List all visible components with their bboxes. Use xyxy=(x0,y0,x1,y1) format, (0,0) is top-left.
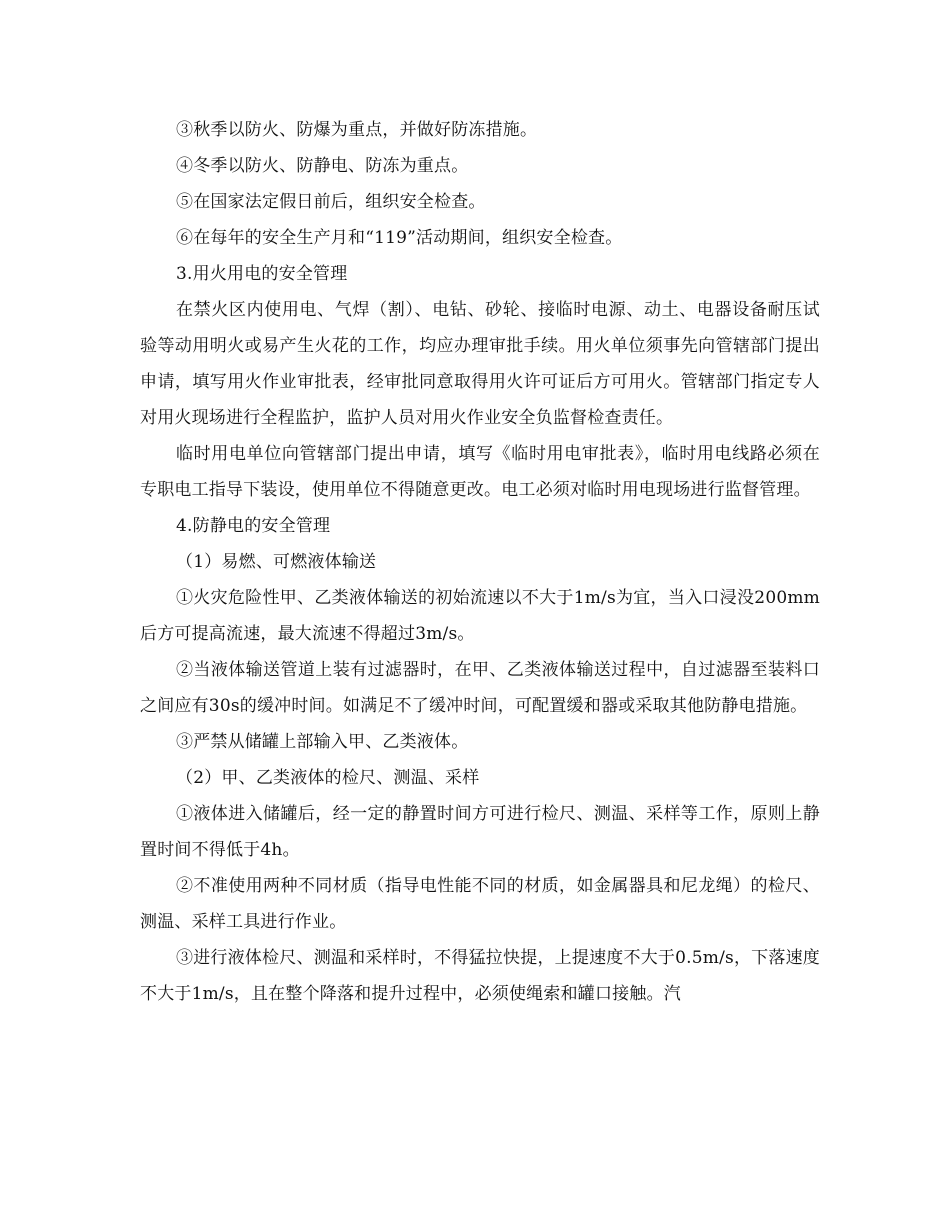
document-body xyxy=(140,112,820,1012)
paragraph-winter-inspection: ④冬季以防火、防静电、防冻为重点。 xyxy=(176,156,469,176)
paragraph-no-top-filling: ③严禁从储罐上部输入甲、乙类液体。 xyxy=(176,732,469,752)
section-heading-anti-static: 4.防静电的安全管理 xyxy=(176,516,331,536)
paragraph-autumn-inspection: ③秋季以防火、防爆为重点，并做好防冻措施。 xyxy=(176,120,538,140)
section-heading-fire-electricity: 3.用火用电的安全管理 xyxy=(176,264,348,284)
paragraph-safety-month-inspection: ⑥在每年的安全生产月和“119”活动期间，组织安全检查。 xyxy=(176,228,623,248)
paragraph-filter-buffer-time: ②当液体输送管道上装有过滤器时，在甲、乙类液体输送过程中，自过滤器至装料口之间应有30s的缓冲时间。如满足不了缓冲时间，可配置缓和器或采取其他防静电措施。 xyxy=(140,660,820,716)
paragraph-lifting-speed: ③进行液体检尺、测温和采样时，不得猛拉快提，上提速度不大于0.5m/s，下落速度不大于1m/s，且在整个降落和提升过程中，必须使绳索和罐口接触。汽 xyxy=(140,948,820,1004)
paragraph-temporary-electricity: 临时用电单位向管辖部门提出申请，填写《临时用电审批表》，临时用电线路必须在专职电工指导下装设，使用单位不得随意更改。电工必须对临时用电现场进行监督管理。 xyxy=(140,444,820,500)
paragraph-flow-velocity: ①火灾危险性甲、乙类液体输送的初始流速以不大于1m/s为宜，当入口浸没200mm后方可提高流速，最大流速不得超过3m/s。 xyxy=(140,588,820,644)
subheading-liquid-transport: （1）易燃、可燃液体输送 xyxy=(176,552,377,572)
subheading-gauging-sampling: （2）甲、乙类液体的检尺、测温、采样 xyxy=(176,768,480,788)
paragraph-static-time: ①液体进入储罐后，经一定的静置时间方可进行检尺、测温、采样等工作，原则上静置时间不得低于4h。 xyxy=(140,804,820,860)
paragraph-tool-material: ②不准使用两种不同材质（指导电性能不同的材质，如金属器具和尼龙绳）的检尺、测温、采样工具进行作业。 xyxy=(140,876,820,932)
paragraph-fire-use-approval: 在禁火区内使用电、气焊（割）、电钻、砂轮、接临时电源、动土、电器设备耐压试验等动用明火或易产生火花的工作，均应办理审批手续。用火单位须事先向管辖部门提出申请，填写用火作业审批表，经审批同意取得用火许可证后方可用火。管辖部门指定专人对用火现场进行全程监护，监护人员对用火作业安全负监督检查责任。 xyxy=(140,300,820,428)
paragraph-holiday-inspection: ⑤在国家法定假日前后，组织安全检查。 xyxy=(176,192,486,212)
